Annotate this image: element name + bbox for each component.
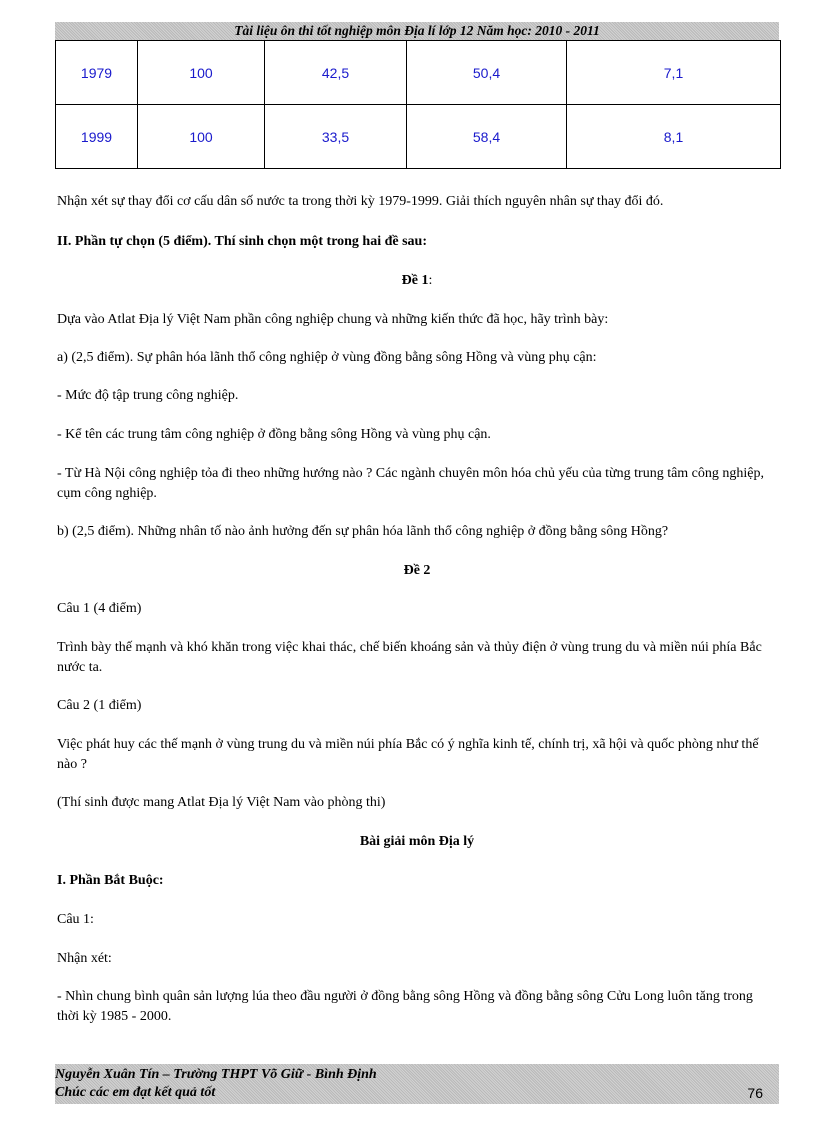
paragraph: Việc phát huy các thế mạnh ở vùng trung du và miền núi phía Bắc có ý nghĩa kinh tế, chính trị, xã hội và quốc phòng như thế nào ?: [57, 737, 759, 772]
paragraph: a) (2,5 điểm). Sự phân hóa lãnh thổ công nghiệp ở vùng đồng bằng sông Hồng và vùng phụ cận:: [57, 350, 597, 365]
table-cell: 1979: [56, 41, 138, 105]
paragraph: (Thí sinh được mang Atlat Địa lý Việt Nam vào phòng thi): [57, 795, 386, 810]
table-cell: 7,1: [567, 41, 781, 105]
exam-variant-heading: [57, 271, 777, 291]
list-item: - Nhìn chung bình quân sản lượng lúa theo đầu người ở đồng bằng sông Hồng và đồng bằng sông Cửu Long luôn tăng trong thời kỳ 1985 - 2000.: [57, 989, 753, 1024]
page-header: Tài liệu ôn thi tốt nghiệp môn Địa lí lớp 12 Năm học: 2010 - 2011: [55, 22, 779, 40]
table-cell: 1999: [56, 105, 138, 169]
list-item: - Từ Hà Nội công nghiệp tỏa đi theo những hướng nào ? Các ngành chuyên môn hóa chủ yếu của từng trung tâm công nghiệp, cụm công nghiệp.: [57, 466, 764, 501]
section-heading: I. Phần Bắt Buộc:: [57, 873, 164, 888]
paragraph: b) (2,5 điểm). Những nhân tố nào ảnh hưởng đến sự phân hóa lãnh thổ công nghiệp ở đồng bằng sông Hồng?: [57, 524, 669, 539]
page-number: 76: [747, 1085, 763, 1101]
exam-variant-heading: Đề 2: [403, 563, 431, 578]
footer-author: Nguyễn Xuân Tín – Trường THPT Võ Giữ - Bình Định: [55, 1067, 377, 1082]
table-cell: 42,5: [265, 41, 407, 105]
paragraph: Câu 1:: [57, 912, 94, 927]
table-row: [56, 41, 781, 105]
page-footer: [55, 1064, 779, 1104]
heading-text: Đề 1: [401, 273, 429, 288]
paragraph: Nhận xét:: [57, 951, 112, 966]
heading-colon: :: [428, 273, 433, 288]
table-row: [56, 105, 781, 169]
table-cell: 33,5: [265, 105, 407, 169]
table-cell: 50,4: [407, 41, 567, 105]
table-cell: 58,4: [407, 105, 567, 169]
paragraph: Dựa vào Atlat Địa lý Việt Nam phần công nghiệp chung và những kiến thức đã học, hãy trình bày:: [57, 312, 609, 327]
solution-title: Bài giải môn Địa lý: [359, 834, 475, 849]
paragraph: Nhận xét sự thay đổi cơ cấu dân số nước ta trong thời kỳ 1979-1999. Giải thích nguyên nhân sự thay đổi đó.: [57, 194, 664, 209]
list-item: - Mức độ tập trung công nghiệp.: [57, 388, 239, 403]
table-cell: 100: [138, 41, 265, 105]
footer-wish: Chúc các em đạt kết quả tốt: [55, 1085, 216, 1100]
paragraph: Trình bày thế mạnh và khó khăn trong việc khai thác, chế biến khoáng sản và thủy điện ở vùng trung du và miền núi phía Bắc nước ta.: [57, 640, 762, 675]
population-table: [55, 40, 781, 169]
table-cell: 8,1: [567, 105, 781, 169]
table-cell: 100: [138, 105, 265, 169]
paragraph: Câu 1 (4 điểm): [57, 601, 142, 616]
paragraph: Câu 2 (1 điểm): [57, 698, 142, 713]
section-heading: II. Phần tự chọn (5 điểm). Thí sinh chọn một trong hai đề sau:: [57, 234, 428, 249]
list-item: - Kể tên các trung tâm công nghiệp ở đồng bằng sông Hồng và vùng phụ cận.: [57, 427, 491, 442]
